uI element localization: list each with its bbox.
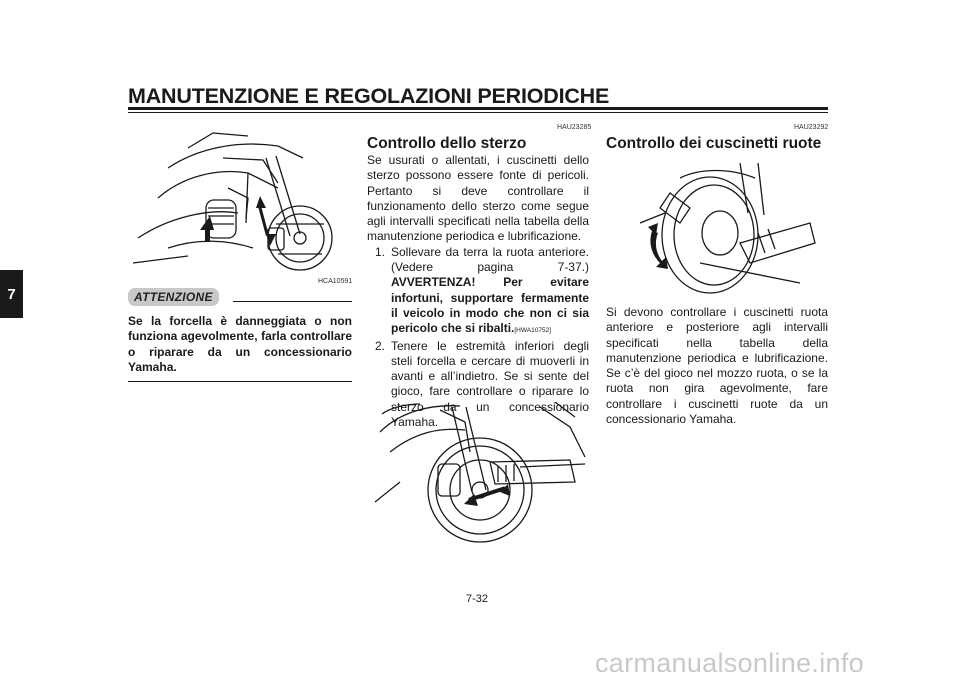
step-warning: AVVERTENZA! Per evitare infortuni, supportare fermamente il veicolo in modo che non ci sia pericolo che si ribalti.: [391, 275, 589, 336]
title-rule: [128, 107, 828, 110]
steering-check-illustration: [370, 402, 590, 545]
caution-bottom-rule: [128, 381, 352, 382]
step-text: Sollevare da terra la ruota anteriore. (Vedere pagina 7-37.): [391, 244, 589, 275]
warning-code: [HWA10752]: [514, 327, 551, 335]
caution-text: Se la forcella è danneggiata o non funziona agevolmente, farla controllare o riparare da un concessionario Yamaha.: [128, 314, 352, 374]
watermark: carmanualsonline.info: [595, 648, 864, 678]
chapter-tab: 7: [0, 270, 23, 318]
section-code: HAU23292: [794, 124, 829, 131]
caution-badge: ATTENZIONE: [128, 288, 219, 306]
caution-box: [128, 288, 352, 382]
steering-section: [367, 153, 589, 430]
fork-check-illustration: [128, 128, 352, 273]
step-1: [367, 245, 589, 339]
step-text: Tenere le estremità inferiori degli steli forcella e cercare di muoverli in avanti e all’indietro. Se si sente del gioco, fare controllare o riparare lo sterzo da un concessionario Yamaha.: [391, 338, 589, 430]
figure-code: HCA10591: [318, 278, 353, 285]
page-number: 7-32: [466, 593, 489, 605]
section-heading: Controllo dello sterzo: [367, 135, 527, 152]
step-number: 1.: [374, 244, 385, 259]
caution-rule: [233, 301, 352, 302]
section-heading: Controllo dei cuscinetti ruote: [606, 135, 822, 152]
title-rule-thin: [128, 112, 828, 113]
step-number: 2.: [374, 338, 385, 353]
page-title: MANUTENZIONE E REGOLAZIONI PERIODICHE: [128, 84, 610, 108]
wheel-bearing-text: Si devono controllare i cuscinetti ruota anteriore e posteriore agli intervalli specificati nella tabella della manutenzione periodica e lubrificazione. Se c’è del gioco nel mozzo ruota, o se la ruota non gira agevolmente, fare controllare i cuscinetti ruote da un concessionario Yamaha.: [606, 305, 828, 427]
section-code: HAU23285: [557, 124, 592, 131]
steering-intro: Se usurati o allentati, i cuscinetti dello sterzo possono essere fonte di pericoli. Pertanto si deve controllare il funzionamento dello sterzo come segue agli intervalli specificati nella tabella della manutenzione periodica e lubrificazione.: [367, 153, 589, 244]
wheel-bearing-illustration: [640, 163, 820, 305]
